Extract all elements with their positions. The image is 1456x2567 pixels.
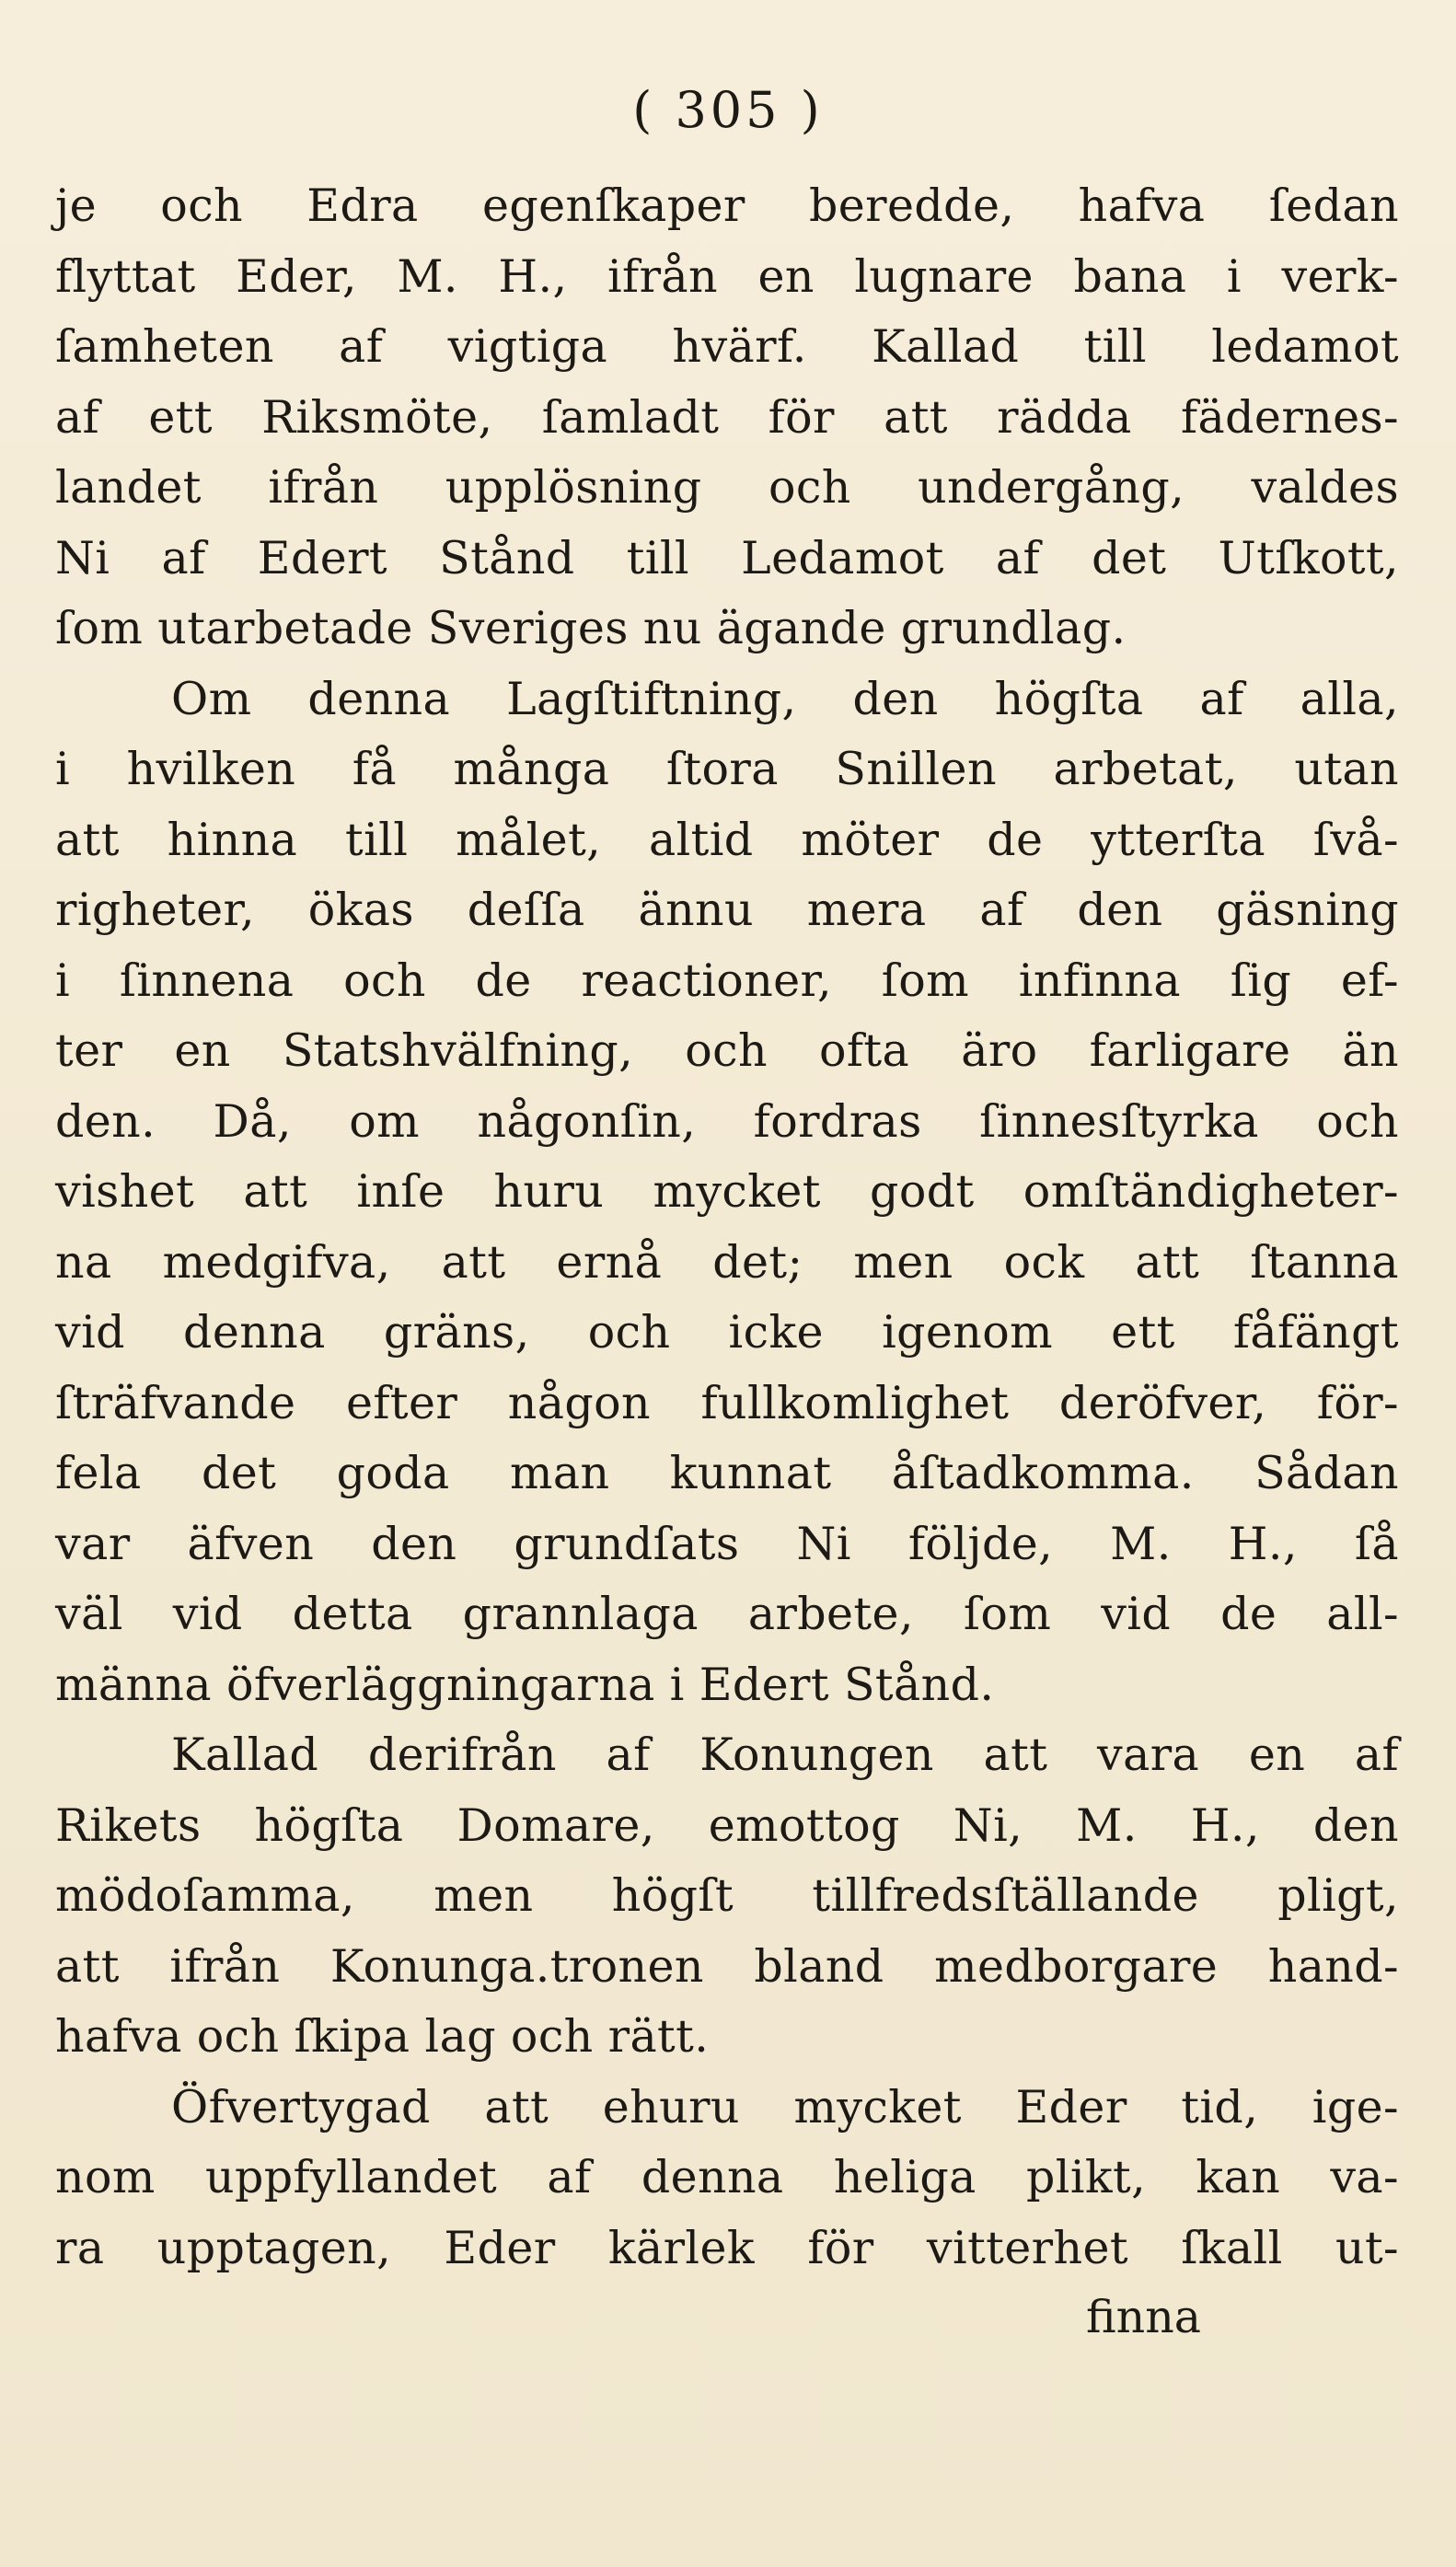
text-line: flyttat Eder, M. H., ifrån en lugnare bana i verk- xyxy=(55,249,1399,303)
page-number: ( 305 ) xyxy=(632,81,824,139)
text-line: att ifrån Konunga.tronen bland medborgare hand- xyxy=(55,1939,1399,1993)
text-line: hafva och ſkipa lag och rätt. xyxy=(55,2010,710,2063)
text-line: att hinna till målet, altid möter de ytterſta ſvå- xyxy=(55,813,1399,866)
text-line: den. Då, om någonſin, fordras ſinnesſtyrka och xyxy=(55,1094,1399,1148)
text-line: Öfvertygad att ehuru mycket Eder tid, ige- xyxy=(171,2080,1399,2133)
text-line: vishet att inſe huru mycket godt omſtändigheter- xyxy=(55,1165,1399,1218)
text-line: vid denna gräns, och icke igenom ett fåfängt xyxy=(55,1306,1399,1359)
text-line: af ett Riksmöte, ſamladt för att rädda fädernes- xyxy=(55,390,1399,444)
text-line: Rikets högſta Domare, emottog Ni, M. H., den xyxy=(55,1798,1399,1852)
text-line: landet ifrån upplösning och undergång, valdes xyxy=(55,461,1399,514)
text-line: fela det goda man kunnat åſtadkomma. Sådan xyxy=(55,1447,1399,1499)
text-line: ra upptagen, Eder kärlek för vitterhet ſkall ut- xyxy=(55,2221,1399,2274)
text-line: var äfven den grundſats Ni följde, M. H., ſå xyxy=(55,1517,1399,1570)
text-line: ſträfvande efter någon fullkomlighet deröfver, för- xyxy=(55,1376,1399,1429)
body-text xyxy=(55,171,1399,2284)
text-line: je och Edra egenſkaper beredde, hafva ſedan xyxy=(55,179,1399,232)
text-line: i ſinnena och de reactioner, ſom infinna ſig ef- xyxy=(55,954,1399,1007)
text-line: righeter, ökas deſſa ännu mera af den gäsning xyxy=(55,884,1399,936)
text-line: männa öfverläggningarna i Edert Stånd. xyxy=(55,1658,995,1711)
text-line: Om denna Lagſtiftning, den högſta af alla, xyxy=(171,672,1399,725)
text-line: ſamheten af vigtiga hvärf. Kallad till ledamot xyxy=(55,320,1399,373)
text-line: väl vid detta grannlaga arbete, ſom vid de all- xyxy=(55,1588,1399,1640)
text-line: i hvilken få många ſtora Snillen arbetat, utan xyxy=(55,743,1399,795)
catchword: finna xyxy=(1086,2291,1202,2343)
text-line: Ni af Edert Stånd till Ledamot af det Utſkott, xyxy=(55,531,1399,584)
text-line: mödoſamma, men högſt tillfredsſtällande pligt, xyxy=(55,1869,1399,1922)
text-line: nom uppfyllandet af denna heliga plikt, kan va- xyxy=(55,2151,1399,2203)
text-line: na medgifva, att ernå det; men ock att ſtanna xyxy=(55,1235,1399,1289)
text-line: Kallad derifrån af Konungen att vara en af xyxy=(171,1729,1399,1781)
text-line: ter en Statshvälfning, och ofta äro farligare än xyxy=(55,1024,1399,1077)
text-line: ſom utarbetade Sveriges nu ägande grundlag. xyxy=(55,602,1127,654)
